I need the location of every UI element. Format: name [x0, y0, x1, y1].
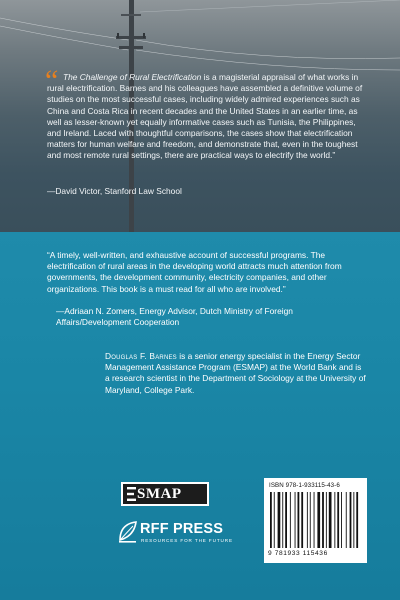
quote1-text: is a magisterial appraisal of what works in rural electrification. Barnes and his colleagues have assembled a definitive volume of studies on the most successful cases, including widely admired experiences such as China and Costa Rica in recent decades and the United States in an earlier time, as well as lesser-known yet equally informative cases such as Tunisia, the Philippines, and Ireland. Laced with thoughtful comparisons, the cases show that electrification matters for human welfare and freedom, and demonstrate that, even in the toughest and most remote rural settings, there are practical ways to electrify the world.”: [47, 72, 363, 161]
barcode-bar: [346, 492, 347, 548]
barcode-bar: [295, 492, 296, 548]
rff-press-logo: [118, 520, 238, 550]
barcode-bar: [314, 492, 315, 548]
open-quote-mark: “: [45, 64, 59, 97]
barcode-bar: [307, 492, 308, 548]
barcode-bar: [270, 492, 272, 548]
barcode-bar: [282, 492, 283, 548]
rff-press-title: RFF PRESS: [140, 521, 224, 537]
barcode-icon: [268, 492, 363, 548]
isbn-text: ISBN 978-1-933115-43-6: [269, 482, 340, 489]
barcode-bar: [326, 492, 327, 548]
barcode-bar: [329, 492, 332, 548]
barcode-bar: [274, 492, 275, 548]
barcode-bar: [334, 492, 335, 548]
barcode-bar: [278, 492, 281, 548]
barcode-bar: [301, 492, 303, 548]
barcode-bar: [298, 492, 300, 548]
esmap-text: SMAP: [137, 486, 182, 502]
praise-quote-1: [45, 64, 367, 162]
author-name: Douglas F. Barnes: [105, 351, 177, 361]
esmap-e-icon: [127, 487, 136, 501]
quote2-attribution: —Adriaan N. Zomers, Energy Advisor, Dutch Ministry of Foreign Affairs/Development Cooperation: [56, 306, 293, 328]
quote1-attribution: —David Victor, Stanford Law School: [47, 186, 182, 196]
barcode-panel: [264, 478, 367, 563]
praise-quote-2: “A timely, well-written, and exhaustive account of successful programs. The electrification of rural areas in the developing world attracts much attention from governments, the development community, electricity companies, and other organizations. This book is a must read for all who are involved.”: [47, 250, 342, 294]
author-bio-text: is a senior energy specialist in the Energy Sector Management Assistance Program (ESMAP) at the World Bank and is a research scientist in the Department of Sociology at the University of Maryland, College Park.: [105, 351, 366, 395]
barcode-bar: [337, 492, 339, 548]
barcode-bar: [341, 492, 342, 548]
barcode-bar: [285, 492, 287, 548]
book-title-italic: The Challenge of Rural Electrification: [63, 72, 202, 82]
author-bio: [105, 351, 367, 396]
barcode-digits: 9 781933 115436: [268, 550, 328, 557]
esmap-logo: [121, 482, 209, 506]
rff-leaf-icon: [118, 520, 138, 544]
barcode-bar: [350, 492, 352, 548]
barcode-bar: [353, 492, 354, 548]
barcode-bar: [356, 492, 358, 548]
barcode-bar: [317, 492, 320, 548]
barcode-bar: [310, 492, 311, 548]
barcode-bar: [322, 492, 324, 548]
rff-subtitle: RESOURCES FOR THE FUTURE: [141, 538, 233, 543]
barcode-bar: [290, 492, 291, 548]
